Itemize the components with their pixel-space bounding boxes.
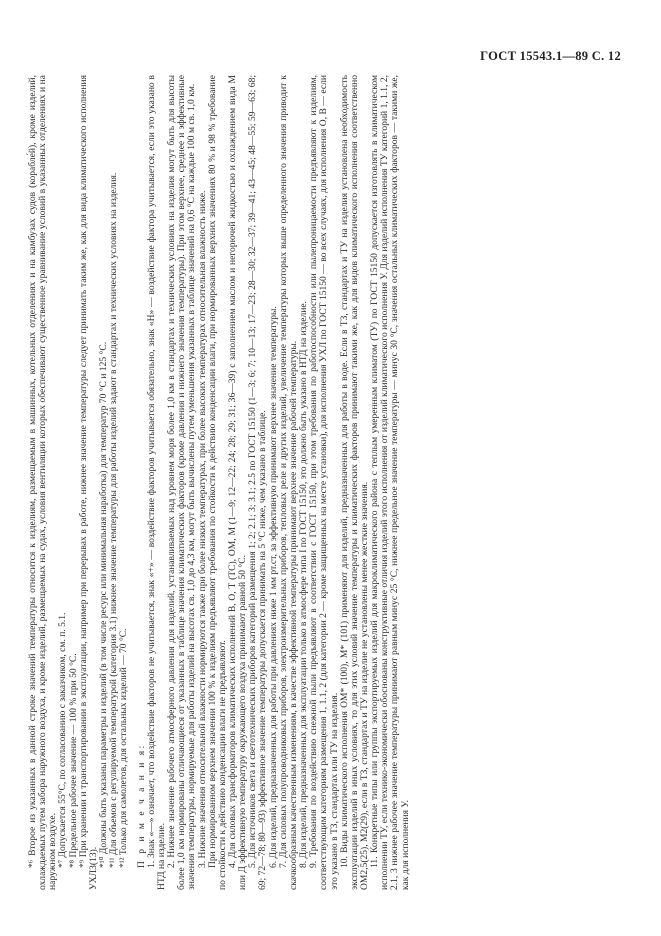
note-item: 10. Виды климатического исполнения ОМ* (100), М* (101) применяют для изделий, предназначенных для работы в воде. Если в ТЗ, стандартах и ТУ на изделия установлена необходимость эксплуатации изделий в иных условиях, то для этих условий значение температуры и климатических факторов принимают такими же, как для видов климатического исполнения соответственно ОМ2,5(25), М2(29), если в ТЗ, стандартах и ТУ на изделие не установлены менее жесткие значения. (338, 75, 370, 890)
notes-title: П р и м е ч а н и я: (135, 743, 147, 868)
note-item: 4. Для силовых трансформаторов климатических исполнений В, О, Т (ТС), ОМ, М (1—9; 12—22; 24; 28; 29; 31; 36—39) с заполнением маслом и негорючей жидкостью и охлаждением вида М или Д эффективную температуру окружающего воздуха принимают равной 50 °С. (226, 75, 249, 890)
footnote-6: *⁶ Второе из указанных в данной строке значений температуры относится к изделиям, размещаемым в машинных, котельных отделениях и на камбузах судов (корабле́й), кроме изделий, охлаждаемых путем забора наружного воздуха, и кроме изделий, размещаемых на судах, условия вентиляции которых обеспечивают существенное уравнивание условий в указанных отделениях и на наружном воздухе. (27, 75, 59, 890)
footnotes-section (28, 75, 130, 890)
note-item: 5. Для источников света и светотехнических приборов категорий размещения 1; 2; 2.1; 3; 3.1; 2.5 по ГОСТ 15150 (1—3; 6; 7; 10—13; 17—23; 28—30; 32—37; 39—41; 43—45; 48—55; 59—63; 68; 69; 72—78; 80—93) эффективное значение температуры допускается принимать на 5 °С ниже, чем указано в таблице. (247, 75, 269, 890)
note-item: 9. Требования по воздействию снежной пыли предъявляют в соответствии с ГОСТ 15150, при этом требования по работоспособности или пылепроницаемости предъявляют к изделиям, соответствующим категориям размещения 1, 1.1, 2 (для категории 2 — кроме защищенных на месте установки), для исполнения УХЛ по ГОСТ 15150 — во всех случаях, для исполнения О, В — если это указано в ТЗ, стандартах или ТУ на изделия. (308, 75, 340, 890)
note-item: 7. Для силовых полупроводниковых приборов, электроизмерительных приборов, тепловых реле и других изделий, увеличение температуры которых выше определенного значения приводит к скачкообразным качественным изменениям, в качестве эффективной температуры принимают верхнее значение рабочей температуры. (277, 75, 299, 890)
note-item: 11. Конкретные типы или группы экспортируемых изделий для макроклиматического района с теплым умеренным климатом (ТУ) по ГОСТ 15150 допускается изготовлять в климатическом исполнении ТУ, если технико-экономически обоснованы конструктивные отличия изделий этого исполнения от изделий климатического исполнения У. Для изделий исполнения ТУ категорий 1, 1.1, 2, 2.1, 3 нижнее рабочее значение температуры принимают равным минус 25 °С, нижнее предельное значение температуры — минус 30 °С, значения остальных климатических факторов — такими же, как для исполнения У. (369, 75, 411, 890)
page-header: ГОСТ 15543.1—89 С. 12 (480, 49, 621, 63)
note-item: При нормированном верхнем значении 100 % к изделиям предъявляют требования по стойкости к действию конденсации влаги, при нормированных верхних значениях 80 % и 98 % требование по стойкости к действию конденсации влаги не предъявляют. (206, 75, 228, 890)
notes-section (147, 75, 411, 890)
note-item: 2. Нижнее значение рабочего атмосферного давления для изделий, устанавливаемых над уровнем моря более 1,0 км в стандартах и технических условиях на изделия могут быть для высоты более 1,0 км нормированы отличающиеся от указанных в таблице значения климатических факторов (кроме давления и нижнего значения температуры). При этом верхнее, среднее и эффективные значения температуры, нормируемые для работы изделий на высотах св. 1,0 до 4,3 км, могут быть вычислены путем уменьшения указанных в таблице значений на 0,6 °С на каждые 100 м св. 1,0 км. (166, 75, 198, 890)
footnote-10: *¹⁰ Должны быть указаны параметры и изделий (в том числе ресурс или минимальная наработка) для температур 70 °С и 125 °С. (98, 341, 110, 868)
note-item: 8. Для изделий, предназначенных для эксплуатации только в атмосфере типа I по ГОСТ 15150, это должно быть указано в НТД на изделие. (298, 301, 310, 868)
footnote-7: *⁷ Допускается 55°С, по согласованию с заказчиком, см. п. 5.1. (57, 612, 69, 868)
footnote-8: *⁸ Предельное рабочее значение — 100 % при 50 °С. (67, 653, 79, 868)
footnote-9: *⁹ При хранении и транспортировании в эксплуатации, например при перерывах в работе, нижнее значение температуры следует принимать таким же, как для вида климатического исполнения УХЛ3(13). (77, 75, 99, 890)
rotated-text-block (28, 75, 655, 890)
note-item: 1. Знак «—» означает, что воздействие факторов не учитывается, знак «+» — воздействие факторов учитывается обязательно, знак «Н» — воздействие фактора учитывается, если это указано в НТД на изделие. (145, 75, 167, 890)
footnote-11: *¹¹ Для объемов с регулируемой температурой (категория 3.1) нижнее значение температуры для работы изделий задают в стандартах и технических условиях на изделия. (108, 172, 120, 868)
note-item: 6. Для изделий, предназначенных для работы при давлениях ниже 1 мм рт.ст, за эффективную принимают верхнее значение температуры. (267, 306, 279, 868)
footnote-12: *¹² Только для самолетов, для остальных изделий — 70 °С. (118, 628, 130, 868)
note-item: 3. Нижние значения относительной влажности нормируются также при более низких температурах, при более высоких температурах относительная влажность ниже. (196, 190, 208, 868)
